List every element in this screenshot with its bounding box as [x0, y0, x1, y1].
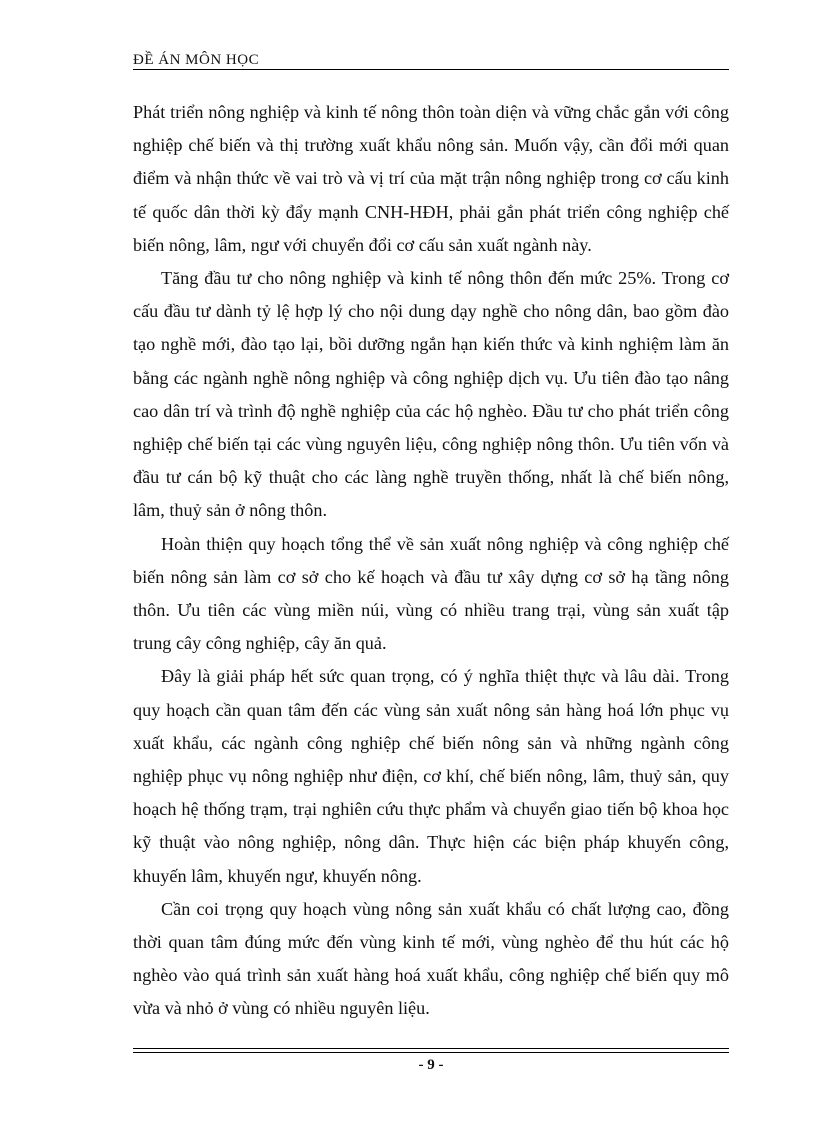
paragraph: Hoàn thiện quy hoạch tổng thể về sản xuất nông nghiệp và công nghiệp chế biến nông sản làm cơ sở cho kế hoạch và đầu tư xây dựng cơ sở hạ tầng nông thôn. Ưu tiên các vùng miền núi, vùng có nhiều trang trại, vùng sản xuất tập trung cây công nghiệp, cây ăn quả.	[133, 533, 729, 654]
paragraph: Phát triển nông nghiệp và kinh tế nông thôn toàn diện và vững chắc gắn với công nghiệp chế biến và thị trường xuất khẩu nông sản. Muốn vậy, cần đổi mới quan điểm và nhận thức về vai trò và vị trí của mặt trận nông nghiệp trong cơ cấu kinh tế quốc dân thời kỳ đẩy mạnh CNH-HĐH, phải gắn phát triển công nghiệp chế biến nông, lâm, ngư với chuyển đổi cơ cấu sản xuất ngành này.	[133, 102, 729, 255]
header-divider	[133, 69, 729, 70]
footer-divider-bottom	[133, 1052, 729, 1053]
paragraph: Đây là giải pháp hết sức quan trọng, có ý nghĩa thiệt thực và lâu dài. Trong quy hoạch cần quan tâm đến các vùng sản xuất nông sản hàng hoá lớn phục vụ xuất khẩu, các ngành công nghiệp chế biến nông sản và những ngành công nghiệp phục vụ nông nghiệp như điện, cơ khí, chế biến nông, lâm, thuỷ sản, quy hoạch hệ thống trạm, trại nghiên cứu thực phẩm và chuyển giao tiến bộ khoa học kỹ thuật vào nông nghiệp, nông dân. Thực hiện các biện pháp khuyến công, khuyến lâm, khuyến ngư, khuyến nông.	[133, 666, 729, 886]
page-number: - 9 -	[418, 1057, 444, 1073]
paragraph: Tăng đầu tư cho nông nghiệp và kinh tế nông thôn đến mức 25%. Trong cơ cấu đầu tư dành tỷ lệ hợp lý cho nội dung dạy nghề cho nông dân, bao gồm đào tạo nghề mới, đào tạo lại, bồi dưỡng ngắn hạn kiến thức và kinh nghiệm làm ăn bằng các ngành nghề nông nghiệp và công nghiệp dịch vụ. Ưu tiên đào tạo nâng cao dân trí và trình độ nghề nghiệp của các hộ nghèo. Đầu tư cho phát triển công nghiệp chế biến tại các vùng nguyên liệu, công nghiệp nông thôn. Ưu tiên vốn và đầu tư cán bộ kỹ thuật cho các làng nghề truyền thống, nhất là chế biến nông, lâm, thuỷ sản ở nông thôn.	[133, 268, 729, 521]
header-title: ĐỀ ÁN MÔN HỌC	[133, 52, 260, 68]
footer-divider-top	[133, 1048, 729, 1049]
paragraph: Cần coi trọng quy hoạch vùng nông sản xuất khẩu có chất lượng cao, đồng thời quan tâm đúng mức đến vùng kinh tế mới, vùng nghèo để thu hút các hộ nghèo vào quá trình sản xuất hàng hoá xuất khẩu, công nghiệp chế biến quy mô vừa và nhỏ ở vùng có nhiều nguyên liệu.	[133, 898, 729, 1019]
body-text	[133, 96, 729, 1026]
page-header	[133, 50, 729, 70]
